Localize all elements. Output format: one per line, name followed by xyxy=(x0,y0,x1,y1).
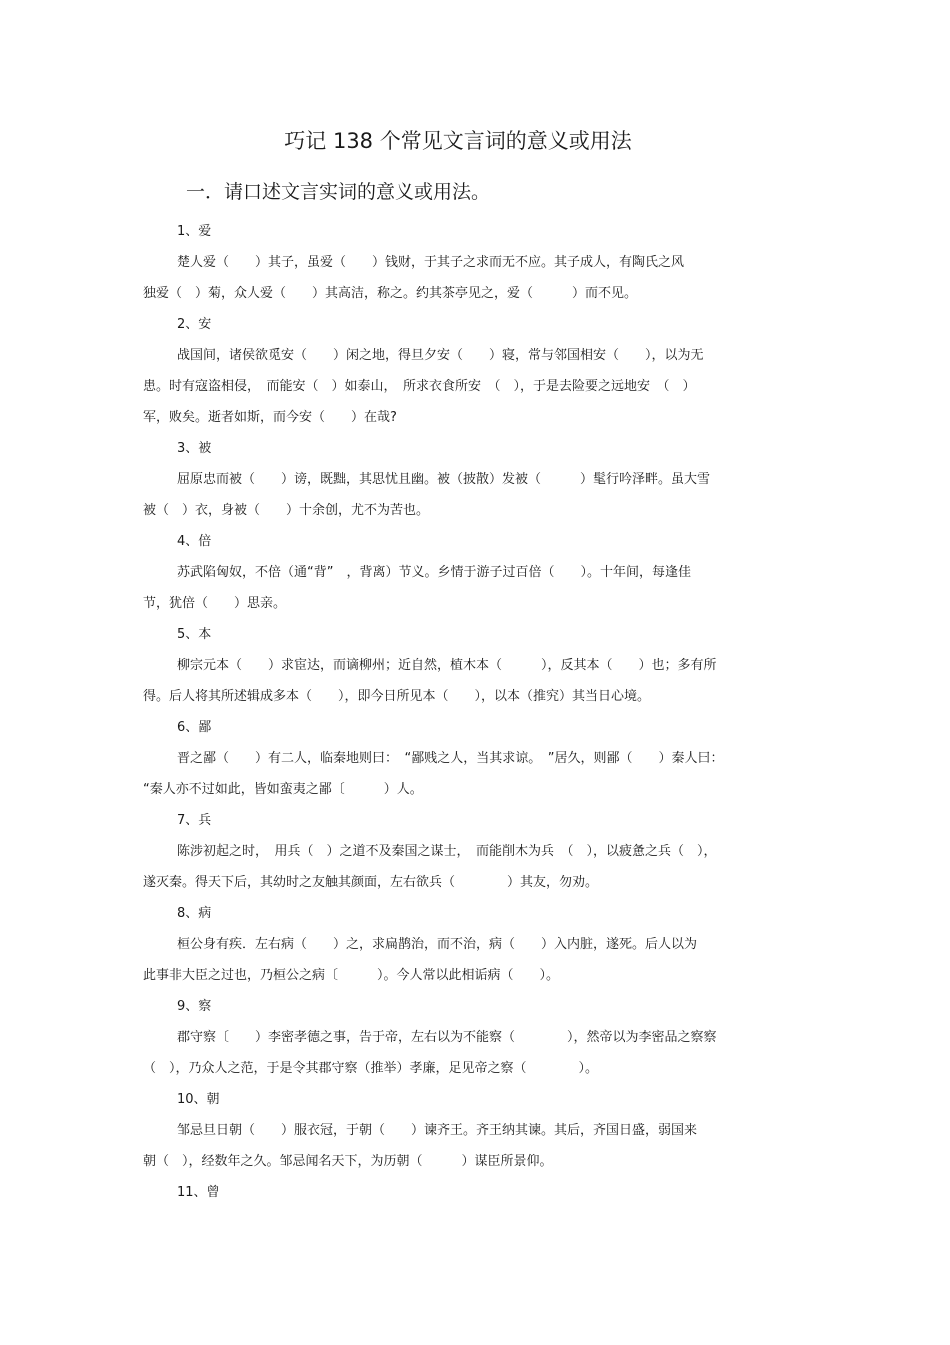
entry-text-line: 患。时有寇盗相侵， 而能安（ ）如泰山， 所求衣食所安 （ ），于是去险要之远地安 （ ） xyxy=(143,379,696,394)
entry-text-line: 桓公身有疾．左右病（ ）之，求扁鹊治，而不治，病（ ）入内脏，遂死。后人以为 xyxy=(177,937,698,952)
word-entry xyxy=(143,805,803,898)
entry-heading: 2、安 xyxy=(177,317,212,332)
word-entry xyxy=(143,526,803,619)
entry-text-line: 邹忌旦日朝（ ）服衣冠，于朝（ ）谏齐王。齐王纳其谏。其后，齐国日盛，弱国来 xyxy=(177,1123,698,1138)
entry-text-line: 得。后人将其所述辑成多本（ ），即今日所见本（ ），以本（推究）其当日心境。 xyxy=(143,689,651,704)
entry-text-line: 郡守察〔 ）李密孝德之事，告于帝，左右以为不能察（ ），然帝以为李密品之察察 xyxy=(177,1030,717,1045)
word-entries-list xyxy=(143,216,803,1208)
entry-text-line: 柳宗元本（ ）求宦达，而谪柳州；近自然，植木本（ ），反其本（ ）也；多有所 xyxy=(177,658,717,673)
entry-heading: 11、曾 xyxy=(177,1185,220,1200)
entry-heading: 1、爱 xyxy=(177,224,212,239)
entry-heading: 8、病 xyxy=(177,906,212,921)
entry-heading: 7、兵 xyxy=(177,813,212,828)
entry-text-line: 节，犹倍（ ）思亲。 xyxy=(143,596,287,611)
entry-text-line: 朝（ ），经数年之久。邹忌闻名天下，为历朝（ ）谋臣所景仰。 xyxy=(143,1154,553,1169)
entry-text-line: 此事非大臣之过也，乃桓公之病〔 ）。今人常以此相诟病（ ）。 xyxy=(143,968,560,983)
entry-text-line: 遂灭秦。得天下后，其幼时之友触其颜面，左右欲兵（ ）其友，勿劝。 xyxy=(143,875,599,890)
entry-text-line: “秦人亦不过如此，皆如蛮夷之鄙〔 ）人。 xyxy=(143,782,423,797)
entry-heading: 10、朝 xyxy=(177,1092,220,1107)
word-entry xyxy=(143,898,803,991)
entry-heading: 9、察 xyxy=(177,999,212,1014)
entry-text-line: 晋之鄙（ ）有二人，临秦地则曰： “鄙贱之人，当其求谅。 ”居久，则鄙（ ）秦人曰： xyxy=(177,751,724,766)
entry-text-line: 独爱（ ）菊，众人爱（ ）其高洁，称之。约其茶亭见之，爱（ ）而不见。 xyxy=(143,286,638,301)
page-title: 巧记 138 个常见文言词的意义或用法 xyxy=(284,129,632,153)
entry-heading: 5、本 xyxy=(177,627,212,642)
entry-text-line: （ ），乃众人之范，于是令其郡守察（推举）孝廉，足见帝之察（ ）。 xyxy=(143,1061,599,1076)
entry-heading: 4、倍 xyxy=(177,534,212,549)
entry-text-line: 战国间，诸侯欲觅安（ ）闲之地，得旦夕安（ ）寝，常与邻国相安（ ），以为无 xyxy=(177,348,704,363)
entry-text-line: 屈原忠而被（ ）谤，既黜，其思忧且幽。被（披散）发被（ ）髦行吟泽畔。虽大雪 xyxy=(177,472,711,487)
entry-text-line: 楚人爱（ ）其子，虽爱（ ）钱财，于其子之求而无不应。其子成人，有陶氏之风 xyxy=(177,255,685,270)
entry-heading: 3、被 xyxy=(177,441,212,456)
word-entry xyxy=(143,309,803,433)
entry-text-line: 陈涉初起之时， 用兵（ ）之道不及秦国之谋士， 而能削木为兵 （ ），以疲惫之兵（ ）， xyxy=(177,844,717,859)
section-heading: 一．请口述文言实词的意义或用法。 xyxy=(186,181,491,203)
word-entry xyxy=(143,619,803,712)
word-entry xyxy=(143,991,803,1084)
word-entry xyxy=(143,712,803,805)
entry-text-line: 军，败矣。逝者如斯，而今安（ ）在哉? xyxy=(143,410,397,425)
word-entry xyxy=(143,1177,803,1208)
entry-text-line: 被（ ）衣，身被（ ）十余创，尤不为苦也。 xyxy=(143,503,430,518)
word-entry xyxy=(143,433,803,526)
entry-text-line: 苏武陷匈奴，不倍（通“背” ，背离）节义。乡情于游子过百倍（ ）。十年间，每逢佳 xyxy=(177,565,691,580)
word-entry xyxy=(143,216,803,309)
entry-heading: 6、鄙 xyxy=(177,720,212,735)
word-entry xyxy=(143,1084,803,1177)
